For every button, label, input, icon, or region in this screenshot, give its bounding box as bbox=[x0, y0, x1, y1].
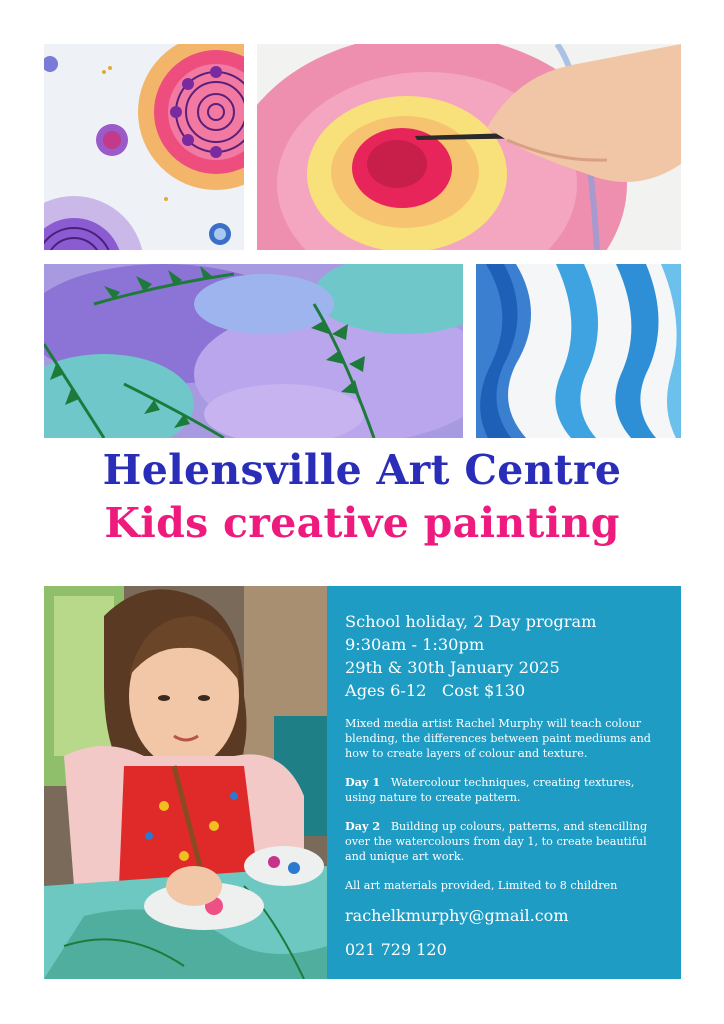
ages-cost: Ages 6-12 Cost $130 bbox=[345, 681, 526, 700]
mandala-painting-photo bbox=[44, 44, 244, 250]
day2-text: Building up colours, patterns, and stencilling over the watercolours from day 1, to create beautiful and unique art work. bbox=[345, 820, 648, 863]
day1-label: Day 1 bbox=[345, 775, 381, 789]
day2-label: Day 2 bbox=[345, 819, 381, 833]
materials-note: All art materials provided, Limited to 8 children bbox=[345, 879, 618, 892]
watercolour-brush-photo bbox=[257, 44, 681, 250]
contact-email[interactable]: rachelkmurphy@gmail.com bbox=[345, 906, 569, 925]
program-info-panel bbox=[327, 586, 681, 979]
intro-text: Mixed media artist Rachel Murphy will teach colour blending, the differences between paint mediums and how to create layers of colour and texture. bbox=[345, 717, 651, 760]
class-title: Kids creative painting bbox=[104, 499, 620, 547]
day1-text: Watercolour techniques, creating textures, using nature to create pattern. bbox=[345, 776, 635, 804]
day1-description bbox=[345, 775, 667, 805]
centre-title: Helensville Art Centre bbox=[102, 446, 622, 494]
fern-watercolour-photo bbox=[44, 264, 463, 438]
program-dates: 29th & 30th January 2025 bbox=[345, 658, 560, 677]
blue-waves-photo bbox=[476, 264, 681, 438]
contact-phone[interactable]: 021 729 120 bbox=[345, 940, 447, 959]
program-type: School holiday, 2 Day program bbox=[345, 612, 597, 631]
program-time: 9:30am - 1:30pm bbox=[345, 635, 485, 654]
day2-description bbox=[345, 819, 667, 864]
child-painting-photo bbox=[44, 586, 327, 979]
